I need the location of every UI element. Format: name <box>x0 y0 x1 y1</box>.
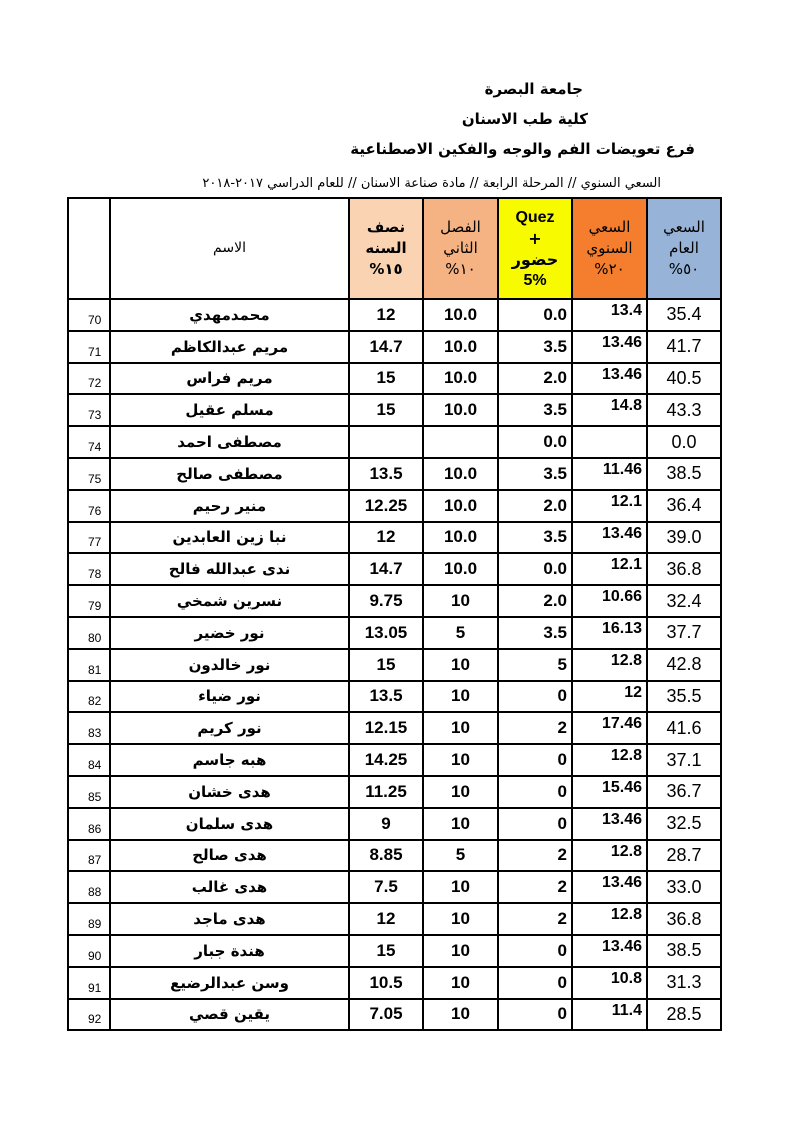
table-row <box>68 522 721 554</box>
midyear-grade: 12 <box>349 903 423 935</box>
general-grade: 0.0 <box>647 426 721 458</box>
second-term-grade: 10 <box>423 903 498 935</box>
row-index: 92 <box>68 999 110 1031</box>
table-row <box>68 394 721 426</box>
student-name: ندى عبدالله فالح <box>110 553 349 585</box>
quiz-attendance-grade: 0 <box>498 808 572 840</box>
student-name: مسلم عقيل <box>110 394 349 426</box>
general-grade: 41.6 <box>647 712 721 744</box>
midyear-grade: 9.75 <box>349 585 423 617</box>
second-term-grade: 10 <box>423 712 498 744</box>
midyear-grade: 11.25 <box>349 776 423 808</box>
quiz-attendance-grade: 2.0 <box>498 490 572 522</box>
header-annual-line1: السعي <box>588 218 631 236</box>
student-name: نور خالدون <box>110 649 349 681</box>
table-row <box>68 935 721 967</box>
header-name: الاسم <box>110 198 349 299</box>
second-term-grade <box>423 426 498 458</box>
student-name: نور ضياء <box>110 681 349 713</box>
header-midyear-line1: نصف <box>366 218 406 236</box>
midyear-grade: 15 <box>349 394 423 426</box>
general-grade: 35.5 <box>647 681 721 713</box>
second-term-grade: 10 <box>423 808 498 840</box>
midyear-grade: 13.5 <box>349 458 423 490</box>
quiz-attendance-grade: 3.5 <box>498 522 572 554</box>
header-midyear <box>349 198 423 299</box>
quiz-attendance-grade: 3.5 <box>498 331 572 363</box>
annual-grade: 12 <box>572 681 647 713</box>
quiz-attendance-grade: 3.5 <box>498 394 572 426</box>
general-grade: 36.7 <box>647 776 721 808</box>
row-index: 90 <box>68 935 110 967</box>
student-name: وسن عبدالرضيع <box>110 967 349 999</box>
quiz-attendance-grade: 0.0 <box>498 553 572 585</box>
annual-grade: 13.46 <box>572 871 647 903</box>
university-title: جامعة البصرة <box>484 80 583 98</box>
midyear-grade: 12 <box>349 522 423 554</box>
annual-grade: 13.4 <box>572 299 647 331</box>
midyear-grade: 10.5 <box>349 967 423 999</box>
student-name: هدى صالح <box>110 840 349 872</box>
header-general <box>647 198 721 299</box>
header-annual <box>572 198 647 299</box>
quiz-attendance-grade: 0 <box>498 935 572 967</box>
row-index: 85 <box>68 776 110 808</box>
midyear-grade: 12.15 <box>349 712 423 744</box>
header-midyear-line2: السنه <box>365 239 407 257</box>
second-term-grade: 10 <box>423 649 498 681</box>
annual-grade: 11.46 <box>572 458 647 490</box>
general-grade: 40.5 <box>647 363 721 395</box>
table-row <box>68 585 721 617</box>
row-index: 70 <box>68 299 110 331</box>
annual-grade: 10.8 <box>572 967 647 999</box>
student-name: مصطفى صالح <box>110 458 349 490</box>
header-general-line1: السعي <box>663 218 705 236</box>
student-name: هندة جبار <box>110 935 349 967</box>
midyear-grade: 14.7 <box>349 553 423 585</box>
midyear-grade: 14.25 <box>349 744 423 776</box>
header-annual-line3: %٢٠ <box>594 260 625 278</box>
general-grade: 38.5 <box>647 458 721 490</box>
header-annual-line2: السنوي <box>586 239 633 257</box>
general-grade: 33.0 <box>647 871 721 903</box>
college-title: كلية طب الاسنان <box>461 110 588 128</box>
second-term-grade: 10.0 <box>423 394 498 426</box>
table-row <box>68 331 721 363</box>
student-name: هدى سلمان <box>110 808 349 840</box>
row-index: 74 <box>68 426 110 458</box>
midyear-grade: 12 <box>349 299 423 331</box>
annual-grade: 17.46 <box>572 712 647 744</box>
general-grade: 36.8 <box>647 553 721 585</box>
second-term-grade: 10 <box>423 681 498 713</box>
header-quiz <box>498 198 572 299</box>
general-grade: 38.5 <box>647 935 721 967</box>
table-row <box>68 681 721 713</box>
general-grade: 37.7 <box>647 617 721 649</box>
quiz-attendance-grade: 3.5 <box>498 458 572 490</box>
student-name: نسرين شمخي <box>110 585 349 617</box>
row-index: 78 <box>68 553 110 585</box>
header-quiz-line1: Quez <box>515 208 555 226</box>
grades-table <box>67 197 722 1031</box>
table-row <box>68 712 721 744</box>
second-term-grade: 10 <box>423 999 498 1031</box>
document-subtitle: السعي السنوي // المرحلة الرابعة // مادة صناعة الاسنان // للعام الدراسي ٢٠١٧-٢٠١٨ <box>202 176 661 191</box>
table-row <box>68 490 721 522</box>
row-index: 87 <box>68 840 110 872</box>
student-name: منير رحيم <box>110 490 349 522</box>
row-index: 80 <box>68 617 110 649</box>
quiz-attendance-grade: 2 <box>498 712 572 744</box>
table-row <box>68 903 721 935</box>
annual-grade: 12.1 <box>572 553 647 585</box>
table-row <box>68 458 721 490</box>
student-name: نور خضير <box>110 617 349 649</box>
midyear-grade: 12.25 <box>349 490 423 522</box>
quiz-attendance-grade: 0 <box>498 999 572 1031</box>
row-index: 76 <box>68 490 110 522</box>
midyear-grade: 14.7 <box>349 331 423 363</box>
general-grade: 36.4 <box>647 490 721 522</box>
annual-grade: 16.13 <box>572 617 647 649</box>
general-grade: 28.5 <box>647 999 721 1031</box>
header-second-term <box>423 198 498 299</box>
annual-grade <box>572 426 647 458</box>
midyear-grade: 13.05 <box>349 617 423 649</box>
header-general-line3: %٥٠ <box>668 260 700 278</box>
table-row <box>68 649 721 681</box>
table-row <box>68 776 721 808</box>
midyear-grade: 7.05 <box>349 999 423 1031</box>
quiz-attendance-grade: 0 <box>498 776 572 808</box>
second-term-grade: 10.0 <box>423 490 498 522</box>
second-term-grade: 5 <box>423 617 498 649</box>
header-general-line2: العام <box>669 239 699 257</box>
midyear-grade: 15 <box>349 935 423 967</box>
annual-grade: 13.46 <box>572 522 647 554</box>
general-grade: 28.7 <box>647 840 721 872</box>
general-grade: 31.3 <box>647 967 721 999</box>
general-grade: 39.0 <box>647 522 721 554</box>
midyear-grade: 15 <box>349 363 423 395</box>
second-term-grade: 10.0 <box>423 299 498 331</box>
table-row <box>68 553 721 585</box>
second-term-grade: 10 <box>423 585 498 617</box>
student-name: هدى ماجد <box>110 903 349 935</box>
annual-grade: 11.4 <box>572 999 647 1031</box>
student-name: نبا زين العابدين <box>110 522 349 554</box>
general-grade: 42.8 <box>647 649 721 681</box>
annual-grade: 12.8 <box>572 744 647 776</box>
header-index <box>68 198 110 299</box>
general-grade: 35.4 <box>647 299 721 331</box>
table-row <box>68 871 721 903</box>
row-index: 91 <box>68 967 110 999</box>
annual-grade: 13.46 <box>572 363 647 395</box>
midyear-grade: 13.5 <box>349 681 423 713</box>
row-index: 72 <box>68 363 110 395</box>
midyear-grade: 8.85 <box>349 840 423 872</box>
student-name: هدى غالب <box>110 871 349 903</box>
student-name: يقين قصي <box>110 999 349 1031</box>
second-term-grade: 5 <box>423 840 498 872</box>
student-name: مصطفى احمد <box>110 426 349 458</box>
table-row <box>68 426 721 458</box>
table-row <box>68 299 721 331</box>
second-term-grade: 10 <box>423 776 498 808</box>
annual-grade: 13.46 <box>572 331 647 363</box>
student-name: هدى خشان <box>110 776 349 808</box>
row-index: 88 <box>68 871 110 903</box>
midyear-grade: 9 <box>349 808 423 840</box>
row-index: 89 <box>68 903 110 935</box>
quiz-attendance-grade: 0.0 <box>498 299 572 331</box>
row-index: 77 <box>68 522 110 554</box>
student-name: نور كريم <box>110 712 349 744</box>
general-grade: 43.3 <box>647 394 721 426</box>
row-index: 84 <box>68 744 110 776</box>
quiz-attendance-grade: 0 <box>498 744 572 776</box>
student-name: هبه جاسم <box>110 744 349 776</box>
annual-grade: 14.8 <box>572 394 647 426</box>
row-index: 71 <box>68 331 110 363</box>
second-term-grade: 10.0 <box>423 331 498 363</box>
quiz-attendance-grade: 5 <box>498 649 572 681</box>
row-index: 73 <box>68 394 110 426</box>
quiz-attendance-grade: 3.5 <box>498 617 572 649</box>
second-term-grade: 10 <box>423 967 498 999</box>
row-index: 75 <box>68 458 110 490</box>
annual-grade: 13.46 <box>572 808 647 840</box>
table-row <box>68 363 721 395</box>
table-row <box>68 967 721 999</box>
second-term-grade: 10.0 <box>423 458 498 490</box>
midyear-grade: 15 <box>349 649 423 681</box>
quiz-attendance-grade: 2.0 <box>498 363 572 395</box>
quiz-attendance-grade: 0.0 <box>498 426 572 458</box>
header-second-line1: الفصل <box>440 218 481 236</box>
header-second-line3: %١٠ <box>445 260 476 278</box>
annual-grade: 12.8 <box>572 840 647 872</box>
general-grade: 32.5 <box>647 808 721 840</box>
annual-grade: 12.8 <box>572 649 647 681</box>
header-quiz-line3: حضور <box>511 249 559 269</box>
header-row <box>68 198 721 299</box>
midyear-grade: 7.5 <box>349 871 423 903</box>
annual-grade: 12.8 <box>572 903 647 935</box>
annual-grade: 13.46 <box>572 935 647 967</box>
annual-grade: 10.66 <box>572 585 647 617</box>
table-row <box>68 744 721 776</box>
department-title: فرع تعويضات الفم والوجه والفكين الاصطناعية <box>350 140 695 158</box>
quiz-attendance-grade: 2 <box>498 840 572 872</box>
row-index: 86 <box>68 808 110 840</box>
student-name: مريم عبدالكاظم <box>110 331 349 363</box>
second-term-grade: 10 <box>423 871 498 903</box>
row-index: 79 <box>68 585 110 617</box>
second-term-grade: 10.0 <box>423 522 498 554</box>
student-name: مريم فراس <box>110 363 349 395</box>
second-term-grade: 10 <box>423 744 498 776</box>
table-row <box>68 840 721 872</box>
general-grade: 32.4 <box>647 585 721 617</box>
annual-grade: 15.46 <box>572 776 647 808</box>
general-grade: 41.7 <box>647 331 721 363</box>
header-second-line2: الثاني <box>443 239 478 257</box>
student-name: محمدمهدي <box>110 299 349 331</box>
general-grade: 36.8 <box>647 903 721 935</box>
table-row <box>68 999 721 1031</box>
quiz-attendance-grade: 0 <box>498 681 572 713</box>
general-grade: 37.1 <box>647 744 721 776</box>
annual-grade: 12.1 <box>572 490 647 522</box>
midyear-grade <box>349 426 423 458</box>
row-index: 83 <box>68 712 110 744</box>
second-term-grade: 10 <box>423 935 498 967</box>
table-row <box>68 617 721 649</box>
quiz-attendance-grade: 2 <box>498 871 572 903</box>
header-quiz-line4: 5% <box>523 271 547 289</box>
quiz-attendance-grade: 2.0 <box>498 585 572 617</box>
quiz-attendance-grade: 2 <box>498 903 572 935</box>
table-row <box>68 808 721 840</box>
second-term-grade: 10.0 <box>423 363 498 395</box>
second-term-grade: 10.0 <box>423 553 498 585</box>
quiz-attendance-grade: 0 <box>498 967 572 999</box>
header-midyear-line3: %١٥ <box>369 260 403 278</box>
row-index: 81 <box>68 649 110 681</box>
header-quiz-line2: + <box>528 228 542 248</box>
row-index: 82 <box>68 681 110 713</box>
